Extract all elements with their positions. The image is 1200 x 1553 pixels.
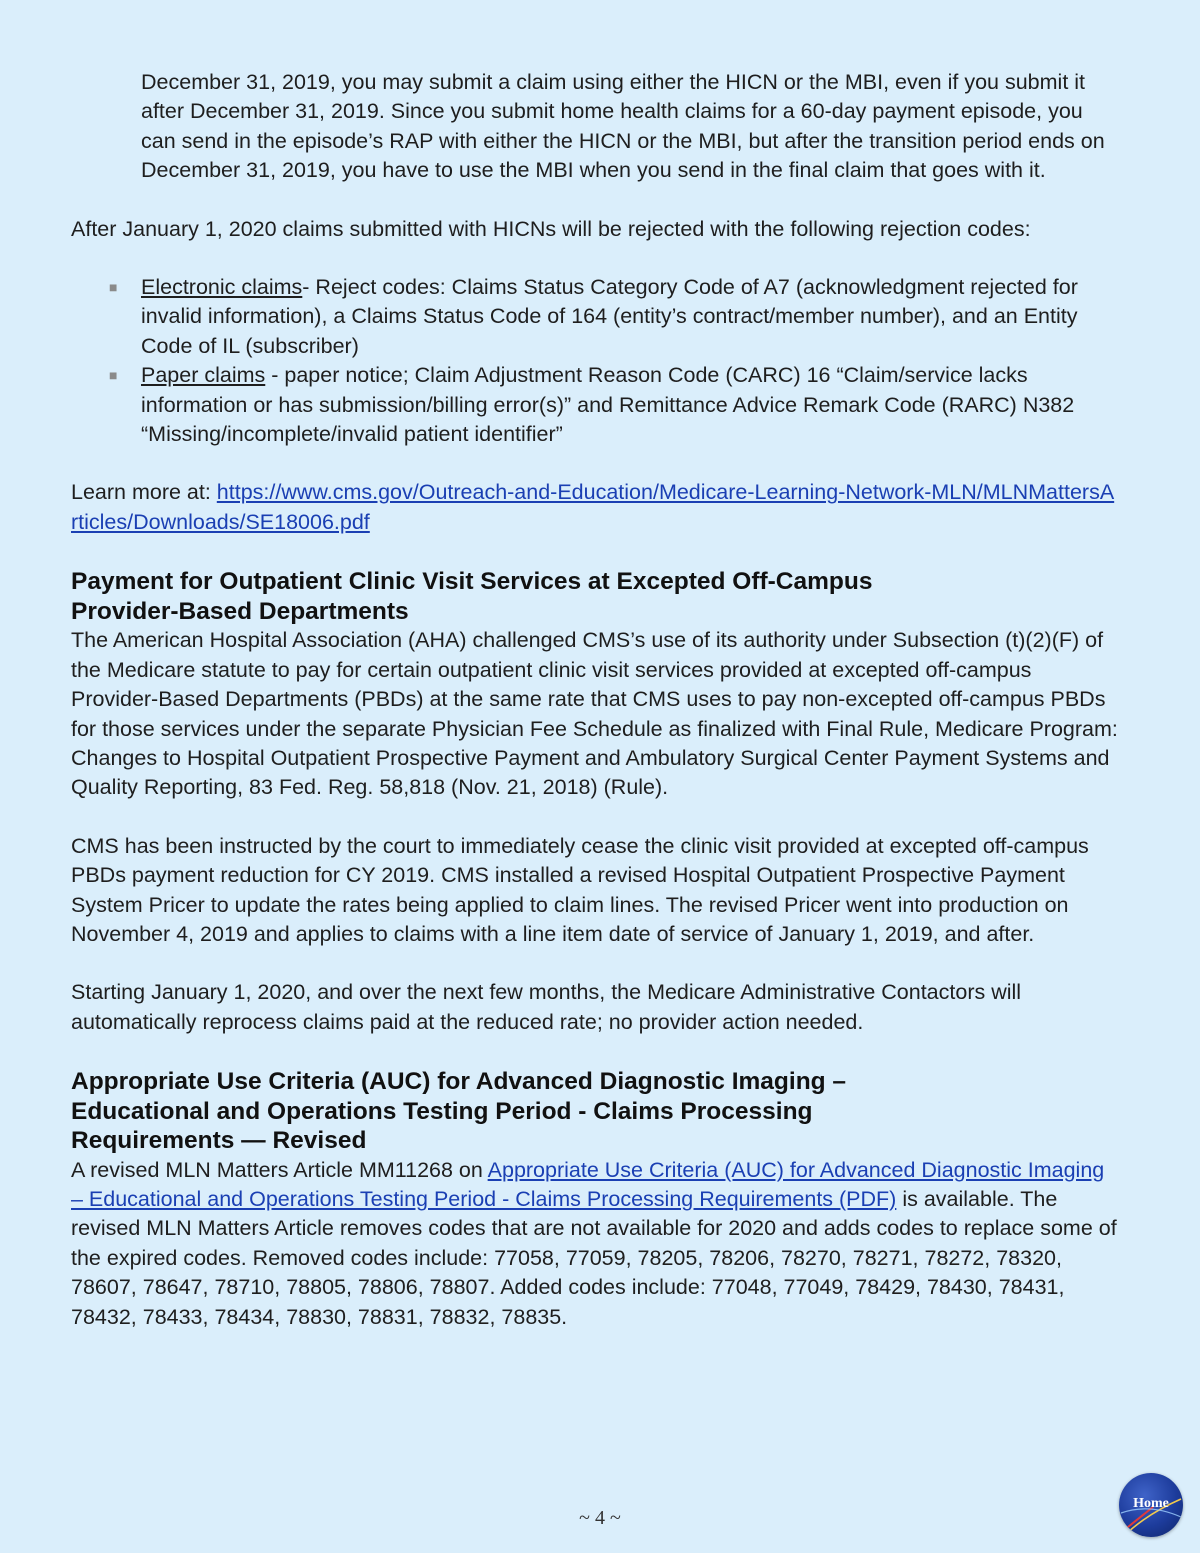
hicn-transition-paragraph: December 31, 2019, you may submit a claim using either the HICN or the MBI, even if you submit it after December 31, 2019. Since you submit home health claims for a 60-day payment episode, you can send in the episode’s RAP with either the HICN or the MBI, but after the transition period ends on December 31, 2019, you have to use the MBI when you send in the final claim that goes with it.: [141, 70, 1105, 183]
paper-claims-label: Paper claims: [141, 363, 266, 388]
se18006-link[interactable]: https://www.cms.gov/Outreach-and-Education/Medicare-Learning-Network-MLN/MLNMattersArticles/Downloads/SE18006.pdf: [71, 480, 1115, 534]
rejection-lead-paragraph: After January 1, 2020 claims submitted with HICNs will be rejected with the following rejection codes:: [71, 216, 1031, 241]
heading-line: Payment for Outpatient Clinic Visit Services at Excepted Off-Campus: [71, 568, 873, 596]
electronic-claims-label: Electronic claims: [141, 275, 303, 300]
auc-after-link: is available.: [896, 1187, 1015, 1212]
aha-challenge-paragraph: The American Hospital Association (AHA) challenged CMS’s use of its authority under Subsection (t)(2)(F) of the Medicare statute to pay for certain outpatient clinic visit services provided at excepted off-campus Provider-Based Departments (PBDs) at the same rate that CMS uses to pay non-excepted off-campus PBDs for those services under the separate Physician Fee Schedule as finalized with Final Rule, Medicare Program: Changes to Hospital Outpatient Prospective Payment and Ambulatory Surgical Center Payment Systems and Quality Reporting, 83 Fed. Reg. 58,818 (Nov. 21, 2018) (Rule).: [71, 628, 1118, 800]
auc-article-link[interactable]: Appropriate Use Criteria (AUC) for Advanced Diagnostic Imaging – Educational and Operations Testing Period - Claims Processing Requirements (PDF): [71, 1157, 1105, 1212]
heading-line: Appropriate Use Criteria (AUC) for Advanced Diagnostic Imaging –: [71, 1068, 847, 1096]
heading-line: Educational and Operations Testing Period - Claims Processing: [71, 1097, 813, 1125]
page-number: ~ 4 ~: [579, 1507, 621, 1529]
auc-body: The revised MLN Matters Article removes codes that are not available for 2020 and adds codes to replace some of the expired codes. Removed codes include: 77058, 77059, 78205, 78206, 78270, 78271, 78272, 78320, 78607, 78647, 78710, 78805, 78806, 78807. Added codes include: 77048, 77049, 78429, 78430, 78431, 78432, 78433, 78434, 78830, 78831, 78832, 78835.: [71, 1187, 1117, 1329]
square-bullet-icon: ■: [109, 279, 118, 296]
heading-line: Provider-Based Departments: [71, 597, 409, 625]
auc-paragraph: [71, 1156, 1121, 1332]
outpatient-clinic-heading: [71, 567, 1121, 626]
electronic-claims-text: - Reject codes: Claims Status Category Code of A7 (acknowledgment rejected for invalid information), a Claims Status Code of 164 (entity’s contract/member number), and an Entity Code of IL (subscriber): [141, 275, 1078, 358]
reprocess-paragraph: Starting January 1, 2020, and over the next few months, the Medicare Administrative Contactors will automatically reprocess claims paid at the reduced rate; no provider action needed.: [71, 980, 1022, 1034]
court-instruction-paragraph: CMS has been instructed by the court to immediately cease the clinic visit provided at excepted off-campus PBDs payment reduction for CY 2019. CMS installed a revised Hospital Outpatient Prospective Payment System Pricer to update the rates being applied to claim lines. The revised Pricer went into production on November 4, 2019 and applies to claims with a line item date of service of January 1, 2019, and after.: [71, 833, 1089, 946]
list-item: [71, 273, 1121, 361]
auc-heading: [71, 1067, 1121, 1156]
learn-more-paragraph: [71, 478, 1121, 537]
list-item: [71, 361, 1121, 449]
learn-more-label: Learn more at:: [71, 480, 217, 505]
heading-line: Requirements — Revised: [71, 1127, 367, 1155]
auc-lead: A revised MLN Matters Article MM11268 on: [71, 1157, 488, 1182]
home-button[interactable]: [1119, 1473, 1183, 1537]
rejection-codes-list: [71, 273, 1121, 449]
home-label: Home: [1133, 1496, 1169, 1511]
square-bullet-icon: ■: [109, 367, 118, 384]
document-page: [71, 68, 1121, 1332]
paper-claims-text: - paper notice; Claim Adjustment Reason Code (CARC) 16 “Claim/service lacks information or has submission/billing error(s)” and Remittance Advice Remark Code (RARC) N382 “Missing/incomplete/invalid patient identifier”: [141, 363, 1075, 447]
